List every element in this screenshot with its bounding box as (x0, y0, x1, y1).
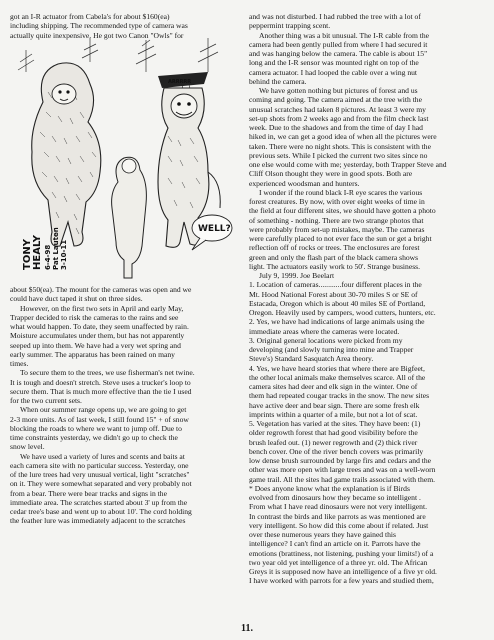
text-line: of something - nothing. There are two strange photos that (249, 215, 424, 225)
signature-line-5: 3-10-11 (60, 239, 68, 270)
text-line: I wonder if the round black I-R eye scares the various (259, 187, 423, 197)
bigfoot-sketch-svg (8, 32, 236, 282)
page-number: 11. (241, 623, 253, 634)
text-line: previous sets. While I picked the current two sites since no (249, 150, 428, 160)
text-line: reflection off of rocks or trees. The enclosures are forest (249, 243, 420, 253)
text-line: evolved from dinosaurs how they became so intelligent . (249, 493, 421, 502)
text-line: the feather lure was immediately adjacent to the scratches (10, 516, 186, 526)
text-line: taken. There were no night shots. This is consistent with the (249, 141, 431, 151)
text-line: secure them. That is much more effective than the tie I used (10, 386, 192, 396)
text-line: older regrowth forest that had good visibility before the (249, 428, 418, 438)
text-line: got an I-R actuator from Cabela's for about $160(ea) (10, 12, 170, 21)
text-line: camera sites had deer and elk sign in the winter. One of (249, 382, 418, 391)
signature-line-4: Pat Lauten (52, 227, 60, 270)
text-line: camera had been gently pulled from where I had secured it (249, 39, 428, 49)
text-line: other was more open with large trees and was on a well-worn (249, 465, 436, 475)
text-line: snow level. (10, 442, 45, 452)
text-line: However, on the first two sets in April and early May, (20, 303, 184, 313)
text-line: week. Due to the shadows and from the time of day I had (249, 123, 423, 132)
signature-line-2: HEALY (32, 235, 43, 270)
text-line: Mt. Hood National Forest about 30-70 miles S or SE of (249, 289, 418, 299)
text-line: coming and going. The camera aimed at the tree with the (249, 95, 422, 105)
text-line: and was not disturbed. I had rubbed the tree with a lot of (249, 12, 421, 21)
text-line: time constraints yesterday, we didn't go up to check the (10, 433, 178, 442)
text-line: low dense brush surrounded by large firs and cedars and the (249, 456, 432, 465)
text-line: them had repeated cougar tracks in the snow. The new sites (249, 391, 430, 401)
text-line: Cliff Olson thought they were in good spots. Both are (249, 169, 413, 179)
text-line: To secure them to the trees, we use fisherman's net twine. (20, 368, 195, 378)
bigfoot-sketch-illustration (8, 32, 236, 282)
text-line: were carefully placed to not ever face the sun or get a bright (249, 234, 432, 243)
text-line: From what I have read dinosaurs were not very intelligent. (249, 502, 427, 512)
text-line: seeped up into them. We have had a very wet spring and (10, 340, 181, 350)
text-line: immediate area. The scratches started about 3' up from the (10, 497, 188, 507)
left-column-bottom (10, 285, 234, 526)
text-line: from a bear. There were bear tracks and signs in the (10, 488, 167, 498)
text-line: peppermint trapping scent. (249, 21, 331, 31)
text-line: * Does anyone know what the explanation is if Birds (249, 483, 410, 493)
signature-line-3: 6-4-98 (44, 244, 52, 270)
text-line: 2-3 more units. As of last week, I still found 15" + of snow (10, 414, 189, 424)
text-line: over these numerous years they have gained this (249, 530, 396, 539)
text-line: long and the I-R sensor was mounted right on top of the (249, 58, 419, 68)
text-line: set-up shots from 2 weeks ago and from the film check last (249, 113, 429, 123)
text-line: I have worked with parrots for a few years and studied them, (249, 576, 434, 586)
text-line: 2. Yes, we have had indications of large animals using the (249, 317, 425, 327)
text-line: When our summer range opens up, we are going to get (20, 405, 187, 415)
text-line: about $50(ea). The mount for the cameras was open and we (10, 285, 192, 294)
text-line: emotions (brattiness, not listening, pushing your limits!) of a (249, 548, 434, 558)
text-line: the field at four different sites, we should have gotten a photo (249, 206, 436, 216)
text-line: bench cover. One of the river bench covers was primarily (249, 446, 424, 456)
text-line: times. (10, 359, 29, 368)
text-line: developing (and slowly turning into mine and Trapper (249, 345, 414, 354)
speech-bubble (192, 215, 232, 250)
text-line: forest creatures. By now, with over eight weeks of time in (249, 197, 425, 206)
text-line: blocking the roads to where we want to jump off. Due to (10, 423, 182, 433)
text-line: In contrast the birds and like parrots as was mentioned are (249, 511, 426, 521)
text-line: Trapper decided to risk the cameras to the rains and see (10, 312, 179, 322)
text-line: hiked in, we can get a good idea of when all the pictures were (249, 132, 437, 142)
text-line: and was hanging below the camera. The cable is about 15" (249, 49, 428, 58)
text-line: imprints within a quarter of a mile, but not a lot of scat. (249, 409, 418, 419)
hat-text: ARRRRR (168, 79, 192, 85)
text-line: Oregon. Heavily used by campers, wood cutters, hunters, etc. (249, 308, 436, 317)
text-line: the other local animals make themselves scarce. All of the (249, 372, 426, 382)
text-line: were probably from set-up mistakes, maybe. The cameras (249, 224, 425, 234)
text-line: one else would come with me; yesterday, both Trapper Steve and (249, 160, 447, 169)
text-line: what would happen. To date, they seem unaffected by rain. (10, 322, 189, 331)
text-line: light. The actuators easily work to 50'. Strange business. (249, 261, 421, 271)
sasquatch-left-figure (32, 63, 101, 246)
text-line: It is tough and doesn't stretch. Steve uses a trucker's loop to (10, 377, 191, 387)
text-line: green and only the flash part of the black camera shows (249, 252, 419, 262)
text-line: behind the camera. (249, 76, 307, 86)
text-line: early summer. The apparatus has been rained on many (10, 349, 175, 359)
text-line: cedar tree's base and went up to about 10'. The cord holding (10, 507, 192, 516)
text-line: two year old yet intelligence of a three yr. old. The African (249, 557, 428, 567)
text-line: for the two current sets. (10, 396, 82, 405)
text-line: experienced woodsman and hunters. (249, 178, 360, 188)
text-line: immediate areas where the cameras were located. (249, 326, 400, 336)
speech-bubble-text: WELL? (198, 224, 231, 234)
text-line: each camera site with no particular success. Yesterday, one (10, 460, 189, 470)
text-line: Steve's) Standard Sasquatch Area theory. (249, 354, 374, 364)
text-line: very intelligent. So how did this come about if related. Just (249, 520, 429, 530)
text-line: We have used a variety of lures and scents and baits at (20, 451, 185, 461)
text-line: 4. Yes, we have heard stories that where there are Bigfeet, (249, 363, 425, 373)
text-line: camera actuator. I had looped the cable over a wing nut (249, 67, 418, 77)
text-line: have active deer and bear sign. There are some fresh elk (249, 400, 420, 410)
text-line: could have duct taped it shut on three sides. (10, 294, 143, 304)
signature-line-1: TONY (22, 239, 33, 270)
right-column (249, 12, 482, 586)
text-line: of the lure trees had very unusual vertical, light "scratches" (10, 470, 190, 479)
text-line: Moisture accumulates under them, but has not apparently (10, 331, 185, 341)
text-line: 3. Original general locations were picked from my (249, 335, 403, 345)
text-line: Greys it is supposed now have an intelligence of a five yr old. (249, 567, 437, 576)
text-line: on it. They were somewhat separated and very probably not (10, 479, 192, 489)
text-line: unusual scratches had taken 8 pictures. At least 3 were my (249, 104, 426, 114)
text-line: intelligence? I can't find an article on it. Parrots have the (249, 539, 421, 549)
text-line: actually quite inexpensive. He got two Canon "Owls" for (10, 30, 184, 40)
standing-figure (112, 157, 147, 278)
text-line: 1. Location of cameras............four different places in the (249, 280, 422, 290)
text-line: 5. Vegetation has varied at the sites. They have been: (1) (249, 419, 421, 428)
text-line: brush leafed out. (1) newer regrowth and (2) thick river (249, 437, 418, 447)
text-line: Another thing was a bit unusual. The I-R cable from the (259, 30, 430, 40)
text-line: Estacada, Oregon which is about 40 miles SE of Portland, (249, 298, 426, 308)
text-line: July 9, 1999. Joe Beelart (259, 271, 335, 280)
text-line: We have gotten nothing but pictures of forest and us (259, 86, 418, 95)
text-line: including shipping. The recommended type of camera was (10, 21, 188, 31)
text-line: game trail. All the sites had game trails associated with them. (249, 474, 435, 484)
